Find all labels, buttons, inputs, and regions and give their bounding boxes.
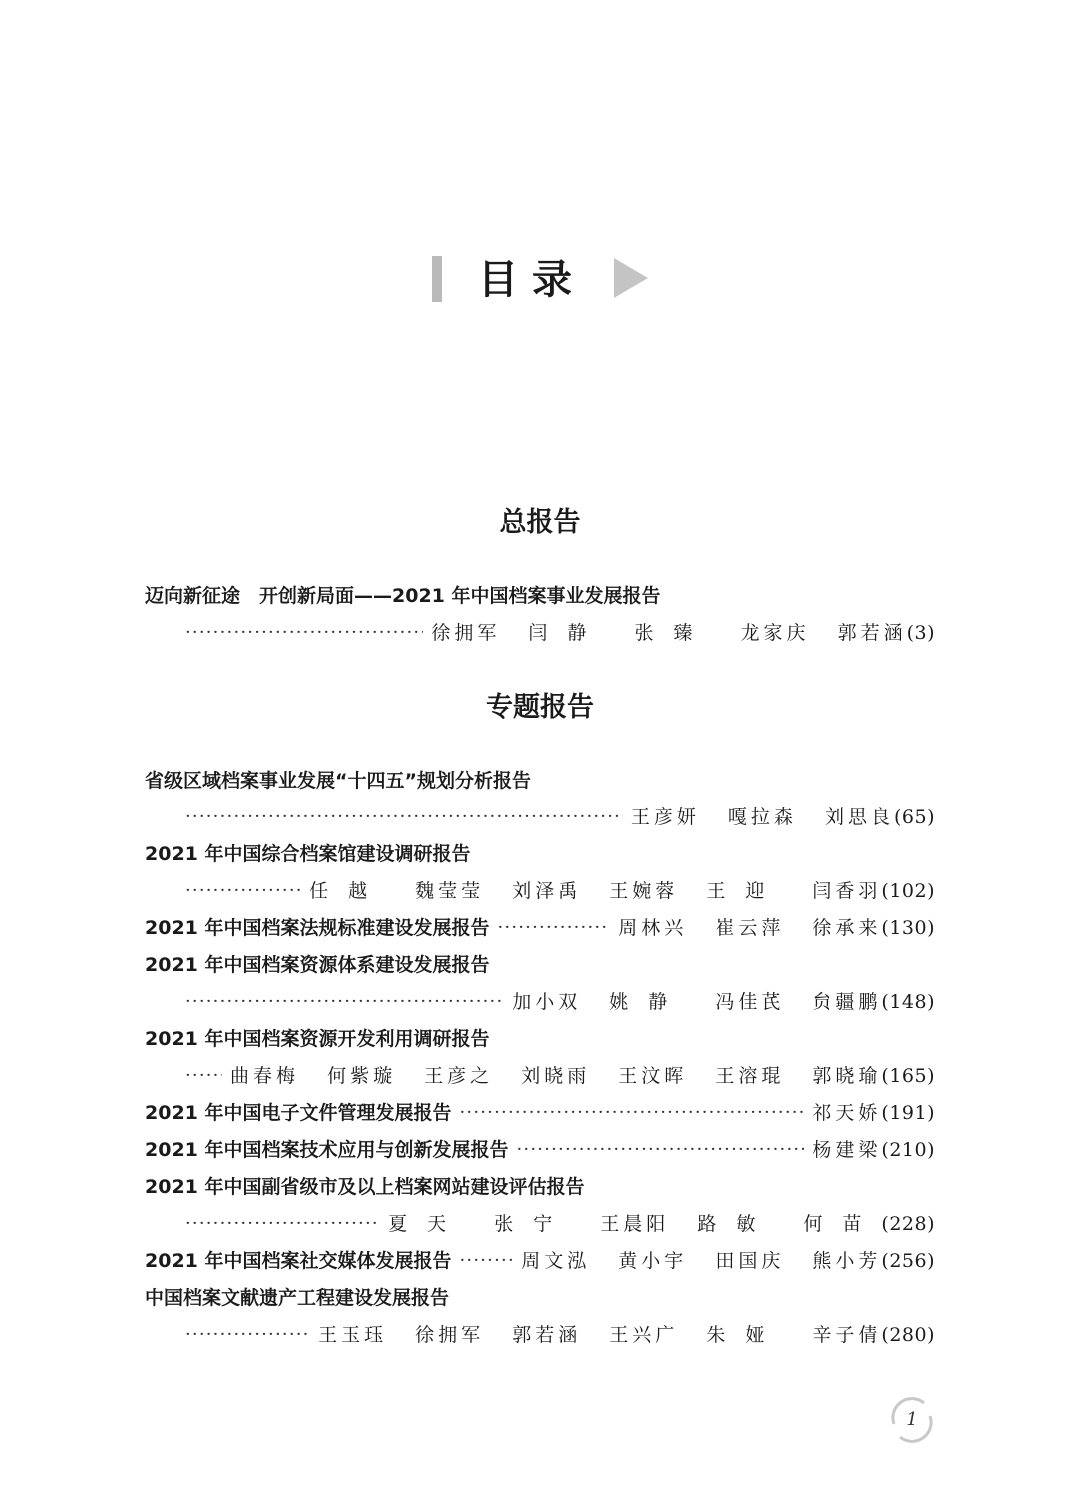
- entry-title[interactable]: 2021 年中国档案技术应用与创新发展报告: [145, 1139, 509, 1161]
- author: 郭若涵: [512, 1324, 582, 1346]
- entry-title[interactable]: 迈向新征途 开创新局面——2021 年中国档案事业发展报告: [145, 585, 661, 607]
- toc-entry[interactable]: [145, 1133, 935, 1167]
- author: 徐拥军: [415, 1324, 485, 1346]
- author: 周林兴: [618, 917, 688, 939]
- author: 张宁: [494, 1213, 573, 1235]
- toc-entry-detail: [185, 616, 935, 650]
- author: 王兴广: [609, 1324, 679, 1346]
- author: 曲春梅: [230, 1065, 300, 1087]
- author: 王迎: [706, 880, 785, 902]
- leader-dots: [185, 1207, 380, 1241]
- author: 周文泓: [521, 1250, 591, 1272]
- toc-entry-title[interactable]: [145, 837, 935, 871]
- toc-entry-detail: [185, 874, 935, 908]
- entry-title[interactable]: 2021 年中国综合档案馆建设调研报告: [145, 843, 471, 865]
- author: 冯佳芪: [715, 991, 785, 1013]
- page-ref: (280): [881, 1324, 935, 1346]
- author: 崔云萍: [715, 917, 785, 939]
- author: 祁天娇: [812, 1102, 882, 1124]
- toc-entry-title[interactable]: [145, 764, 935, 798]
- toc-entry-detail: [185, 1318, 935, 1352]
- page-ref: (65): [893, 806, 935, 828]
- entry-title[interactable]: 省级区域档案事业发展“十四五”规划分析报告: [145, 770, 531, 792]
- author: 刘晓雨: [521, 1065, 591, 1087]
- page-number-badge: [886, 1394, 938, 1446]
- author: 何紫璇: [327, 1065, 397, 1087]
- toc-entry-title[interactable]: [145, 1170, 935, 1204]
- page-ref: (3): [906, 622, 935, 644]
- entry-authors: [618, 911, 881, 945]
- author: 辛子倩: [812, 1324, 882, 1346]
- author: 任越: [309, 880, 388, 902]
- author: 王玉珏: [318, 1324, 388, 1346]
- leader-dots: [460, 1244, 514, 1278]
- entry-title[interactable]: 2021 年中国档案法规标准建设发展报告: [145, 917, 490, 939]
- entry-authors: [521, 1244, 881, 1278]
- author: 加小双: [512, 991, 582, 1013]
- title-bar-decoration: [432, 256, 442, 302]
- entry-authors: [512, 985, 881, 1019]
- toc-entry-detail: [185, 985, 935, 1019]
- author: 徐承来: [812, 917, 882, 939]
- author: 王溶琨: [715, 1065, 785, 1087]
- triangle-arrow-icon: [614, 258, 650, 298]
- author: 王汶晖: [618, 1065, 688, 1087]
- author: 刘泽禹: [512, 880, 582, 902]
- author: 夏天: [388, 1213, 467, 1235]
- toc-entry-detail: [185, 1059, 935, 1093]
- leader-dots: [498, 911, 611, 945]
- author: 贠疆鹏: [812, 991, 882, 1013]
- author: 王彦之: [424, 1065, 494, 1087]
- toc-title-block: [0, 252, 1080, 308]
- toc-entry-detail: [185, 800, 935, 834]
- entry-authors: [431, 616, 906, 650]
- entry-authors: [230, 1059, 881, 1093]
- entry-title[interactable]: 2021 年中国档案资源开发利用调研报告: [145, 1028, 490, 1050]
- author: 郭晓瑜: [812, 1065, 882, 1087]
- page-ref: (102): [881, 880, 935, 902]
- section-heading-general: 总报告: [499, 507, 581, 538]
- entry-authors: [388, 1207, 881, 1241]
- entry-title[interactable]: 2021 年中国档案资源体系建设发展报告: [145, 954, 490, 976]
- leader-dots: [185, 874, 301, 908]
- toc-entry[interactable]: [145, 1244, 935, 1278]
- page-ref: (228): [881, 1213, 935, 1235]
- author: 何苗: [803, 1213, 882, 1235]
- author: 魏莹莹: [415, 880, 485, 902]
- author: 熊小芳: [812, 1250, 882, 1272]
- page-ref: (210): [881, 1139, 935, 1161]
- leader-dots: [460, 1096, 805, 1130]
- author: 郭若涵: [837, 622, 907, 644]
- toc-entry[interactable]: [145, 911, 935, 945]
- author: 杨建梁: [812, 1139, 882, 1161]
- author: 姚静: [609, 991, 688, 1013]
- author: 龙家庆: [740, 622, 810, 644]
- entry-authors: [631, 800, 894, 834]
- author: 闫香羽: [812, 880, 882, 902]
- page-ref: (256): [881, 1250, 935, 1272]
- toc-entry-detail: [185, 1207, 935, 1241]
- author: 路敏: [697, 1213, 776, 1235]
- author: 黄小宇: [618, 1250, 688, 1272]
- author: 王婉蓉: [609, 880, 679, 902]
- toc-entry-title[interactable]: [145, 948, 935, 982]
- toc-entry-title[interactable]: [145, 1281, 935, 1315]
- author: 嘎拉森: [727, 806, 797, 828]
- entry-title[interactable]: 2021 年中国档案社交媒体发展报告: [145, 1250, 452, 1272]
- toc-entry[interactable]: [145, 1096, 935, 1130]
- entry-authors: [318, 1318, 881, 1352]
- entry-title[interactable]: 中国档案文献遗产工程建设发展报告: [145, 1287, 450, 1309]
- author: 张臻: [634, 622, 713, 644]
- section-heading-special: 专题报告: [486, 692, 594, 723]
- leader-dots: [185, 800, 623, 834]
- author: 刘思良: [824, 806, 894, 828]
- author: 徐拥军: [431, 622, 501, 644]
- page-ref: (148): [881, 991, 935, 1013]
- page-ref: (130): [881, 917, 935, 939]
- entry-authors: [812, 1096, 881, 1130]
- page-number: 1: [906, 1409, 918, 1430]
- page-ref: (191): [881, 1102, 935, 1124]
- author: 朱娅: [706, 1324, 785, 1346]
- page-title: 目录: [478, 256, 586, 303]
- entry-authors: [309, 874, 881, 908]
- toc-entry-title[interactable]: [145, 579, 935, 613]
- author: 王彦妍: [630, 806, 700, 828]
- author: 闫静: [528, 622, 607, 644]
- leader-dots: [185, 616, 423, 650]
- entry-authors: [812, 1133, 881, 1167]
- author: 田国庆: [715, 1250, 785, 1272]
- leader-dots: [185, 985, 504, 1019]
- entry-title[interactable]: 2021 年中国电子文件管理发展报告: [145, 1102, 452, 1124]
- page-ref: (165): [881, 1065, 935, 1087]
- leader-dots: [185, 1318, 310, 1352]
- toc-entry-title[interactable]: [145, 1022, 935, 1056]
- entry-title[interactable]: 2021 年中国副省级市及以上档案网站建设评估报告: [145, 1176, 585, 1198]
- author: 王晨阳: [600, 1213, 670, 1235]
- leader-dots: [185, 1059, 222, 1093]
- leader-dots: [517, 1133, 805, 1167]
